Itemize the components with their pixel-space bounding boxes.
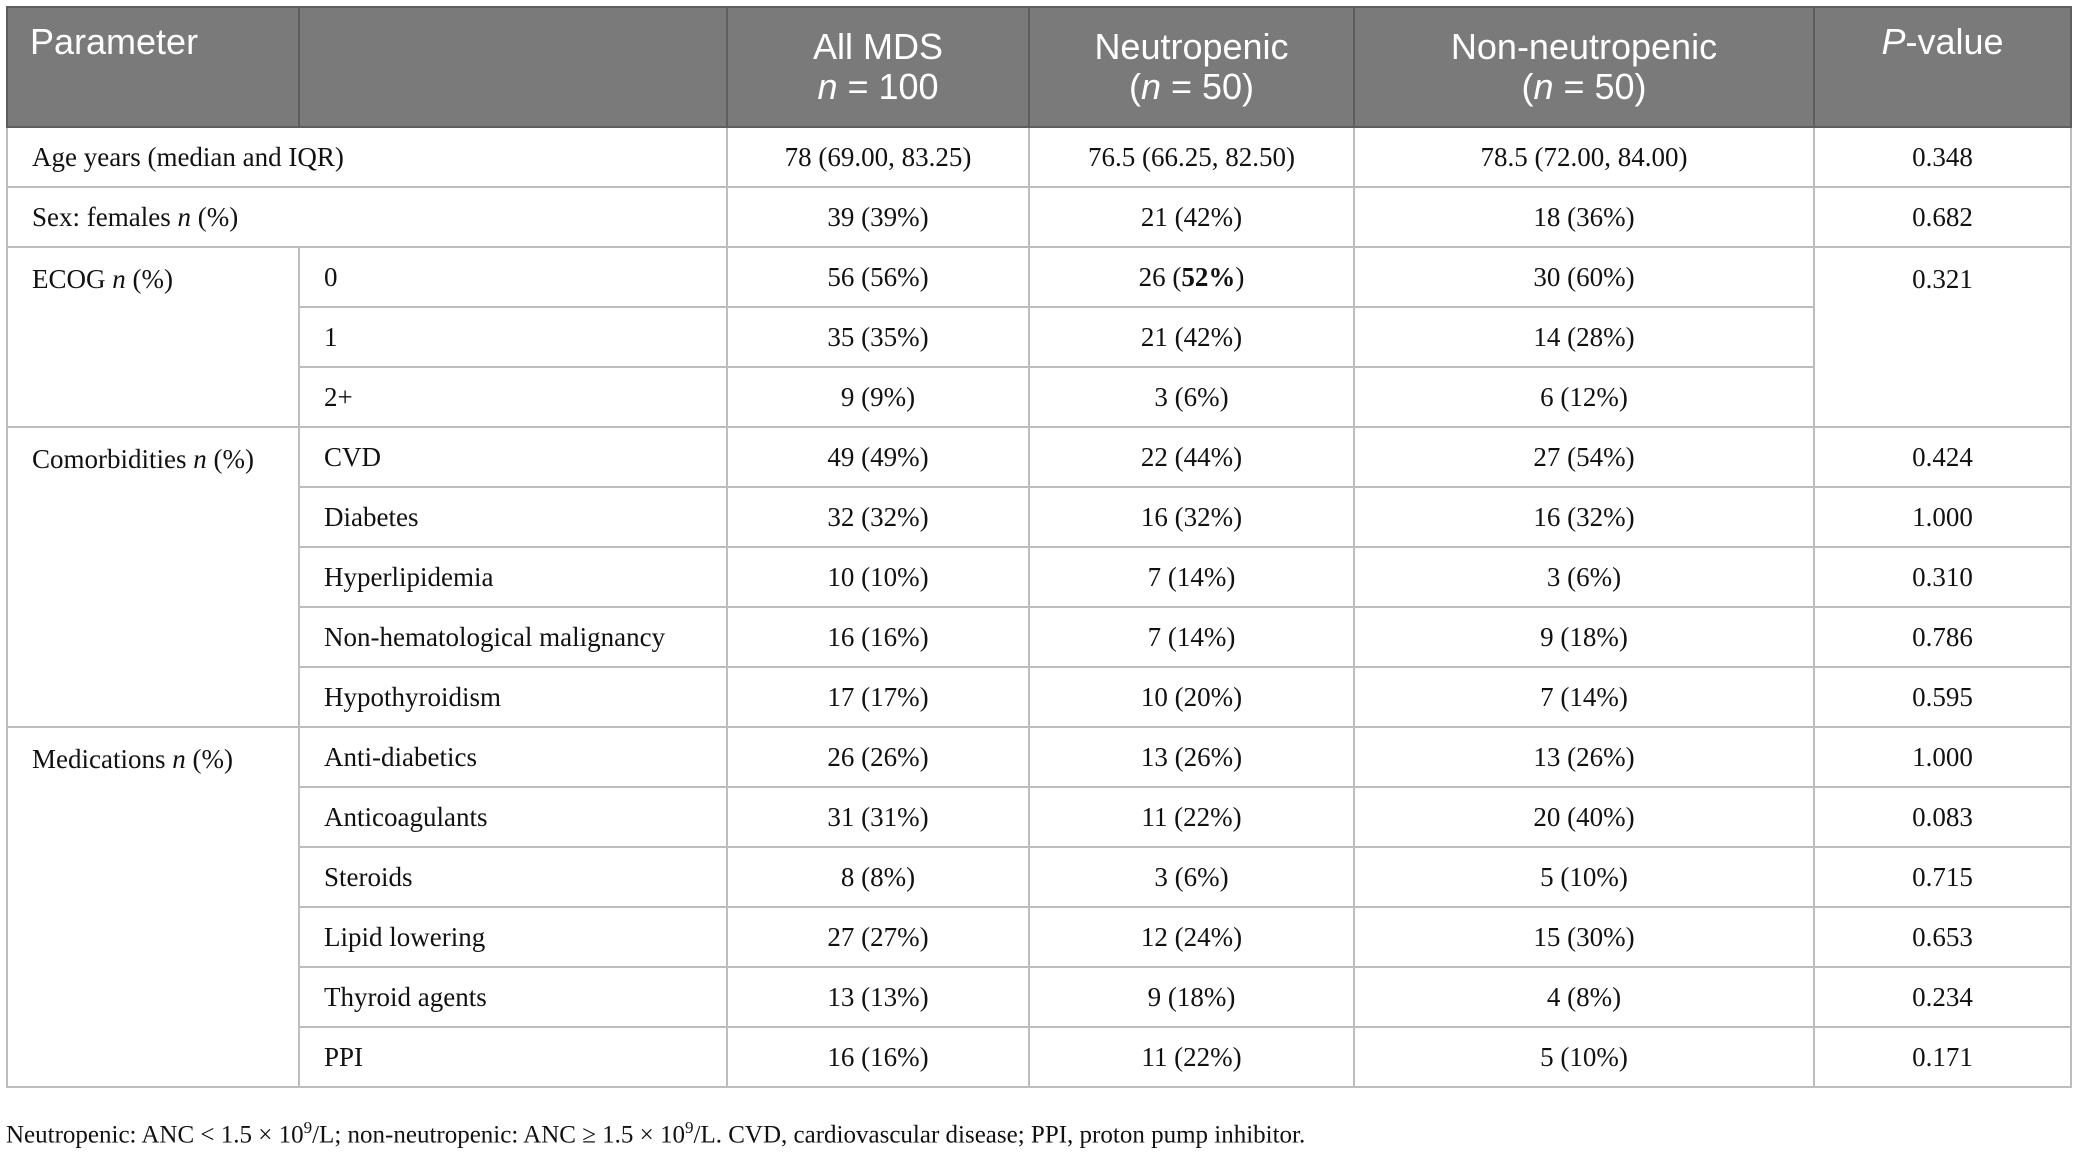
med-neutropenic: 9 (18%) xyxy=(1029,967,1354,1027)
med-all: 31 (31%) xyxy=(727,787,1029,847)
ecog-label xyxy=(7,247,299,427)
medications-label-text: Medications xyxy=(32,744,173,774)
table-row-age xyxy=(7,127,2071,187)
header-all-mds-title: All MDS xyxy=(812,26,943,67)
ecog-2-non-neutropenic: 6 (12%) xyxy=(1354,367,1814,427)
medications-label-n: n xyxy=(172,744,186,774)
med-neutropenic: 11 (22%) xyxy=(1029,1027,1354,1087)
med-neutropenic: 13 (26%) xyxy=(1029,727,1354,787)
table-row-med-3 xyxy=(7,907,2071,967)
med-all: 27 (27%) xyxy=(727,907,1029,967)
med-non-neutropenic: 5 (10%) xyxy=(1354,1027,1814,1087)
table-row-comorb-3 xyxy=(7,607,2071,667)
header-p-rest: -value xyxy=(1905,21,2004,62)
header-all-mds xyxy=(727,7,1029,127)
table-row-comorb-2 xyxy=(7,547,2071,607)
age-all: 78 (69.00, 83.25) xyxy=(727,127,1029,187)
header-non-neutropenic-n: n xyxy=(1533,66,1554,107)
footnote-sup2: 9 xyxy=(685,1118,694,1137)
footnote-part3: /L. CVD, cardiovascular disease; PPI, proton pump inhibitor. xyxy=(693,1121,1306,1149)
table-row-comorb-4 xyxy=(7,667,2071,727)
table-row-comorb-0 xyxy=(7,427,2071,487)
header-neutropenic-title: Neutropenic xyxy=(1094,26,1289,67)
comorb-sub: Non-hematological malignancy xyxy=(299,607,727,667)
ecog-2-neutropenic: 3 (6%) xyxy=(1029,367,1354,427)
ecog-2-all: 9 (9%) xyxy=(727,367,1029,427)
comorb-all: 17 (17%) xyxy=(727,667,1029,727)
comorb-sub: Hypothyroidism xyxy=(299,667,727,727)
sex-label-pct: (%) xyxy=(190,201,239,232)
sex-label-n: n xyxy=(177,201,191,232)
med-sub: Thyroid agents xyxy=(299,967,727,1027)
footnote-part2: /L; non-neutropenic: ANC ≥ 1.5 × 10 xyxy=(312,1121,686,1149)
med-all: 8 (8%) xyxy=(727,847,1029,907)
footnote-part1: Neutropenic: ANC < 1.5 × 10 xyxy=(6,1121,304,1149)
comorb-neutropenic: 22 (44%) xyxy=(1029,427,1354,487)
comorb-neutropenic: 7 (14%) xyxy=(1029,547,1354,607)
ecog-sub-2: 2+ xyxy=(299,367,727,427)
ecog-0-neu-bold: 52% xyxy=(1181,261,1236,292)
comorb-non-neutropenic: 3 (6%) xyxy=(1354,547,1814,607)
table-container xyxy=(6,6,2070,1088)
table-row-med-2 xyxy=(7,847,2071,907)
med-neutropenic: 11 (22%) xyxy=(1029,787,1354,847)
table-row-med-4 xyxy=(7,967,2071,1027)
table-row-med-5 xyxy=(7,1027,2071,1087)
med-all: 16 (16%) xyxy=(727,1027,1029,1087)
table-row-med-1 xyxy=(7,787,2071,847)
header-parameter: Parameter xyxy=(7,7,299,127)
comorb-non-neutropenic: 9 (18%) xyxy=(1354,607,1814,667)
med-p-value: 1.000 xyxy=(1814,727,2071,787)
age-p-value: 0.348 xyxy=(1814,127,2071,187)
ecog-p-value: 0.321 xyxy=(1814,247,2071,427)
ecog-1-neutropenic: 21 (42%) xyxy=(1029,307,1354,367)
header-non-neutropenic-count: = 50) xyxy=(1553,66,1647,107)
ecog-0-neutropenic xyxy=(1029,247,1354,307)
comorb-sub: Diabetes xyxy=(299,487,727,547)
ecog-0-non-neutropenic: 30 (60%) xyxy=(1354,247,1814,307)
med-sub: Steroids xyxy=(299,847,727,907)
comorb-sub: CVD xyxy=(299,427,727,487)
comorb-non-neutropenic: 27 (54%) xyxy=(1354,427,1814,487)
comorb-non-neutropenic: 16 (32%) xyxy=(1354,487,1814,547)
med-non-neutropenic: 5 (10%) xyxy=(1354,847,1814,907)
comorb-p-value: 0.310 xyxy=(1814,547,2071,607)
ecog-label-n: n xyxy=(112,264,126,294)
med-neutropenic: 3 (6%) xyxy=(1029,847,1354,907)
med-p-value: 0.234 xyxy=(1814,967,2071,1027)
ecog-0-neu-pre: 26 ( xyxy=(1138,261,1182,292)
comorb-neutropenic: 10 (20%) xyxy=(1029,667,1354,727)
med-all: 13 (13%) xyxy=(727,967,1029,1027)
med-non-neutropenic: 15 (30%) xyxy=(1354,907,1814,967)
comorb-p-value: 0.424 xyxy=(1814,427,2071,487)
ecog-label-pct: (%) xyxy=(125,264,173,294)
table-footnote xyxy=(6,1118,1305,1149)
med-sub: PPI xyxy=(299,1027,727,1087)
header-non-neutropenic-paren: ( xyxy=(1521,66,1534,107)
header-row xyxy=(7,7,2071,127)
header-neutropenic-n: n xyxy=(1140,66,1161,107)
comorbidities-label-text: Comorbidities xyxy=(32,444,194,474)
table-row-med-0 xyxy=(7,727,2071,787)
med-all: 26 (26%) xyxy=(727,727,1029,787)
age-non-neutropenic: 78.5 (72.00, 84.00) xyxy=(1354,127,1814,187)
comorbidities-label xyxy=(7,427,299,727)
header-non-neutropenic-title: Non-neutropenic xyxy=(1450,26,1718,67)
comorb-p-value: 0.786 xyxy=(1814,607,2071,667)
med-p-value: 0.171 xyxy=(1814,1027,2071,1087)
table-row-sex xyxy=(7,187,2071,247)
header-all-mds-count: = 100 xyxy=(837,66,939,107)
med-p-value: 0.083 xyxy=(1814,787,2071,847)
medications-label xyxy=(7,727,299,1087)
ecog-1-all: 35 (35%) xyxy=(727,307,1029,367)
comorb-non-neutropenic: 7 (14%) xyxy=(1354,667,1814,727)
header-neutropenic xyxy=(1029,7,1354,127)
table-row-ecog-0 xyxy=(7,247,2071,307)
table-row-comorb-1 xyxy=(7,487,2071,547)
ecog-0-all: 56 (56%) xyxy=(727,247,1029,307)
comorb-p-value: 0.595 xyxy=(1814,667,2071,727)
med-non-neutropenic: 13 (26%) xyxy=(1354,727,1814,787)
comorb-sub: Hyperlipidemia xyxy=(299,547,727,607)
sex-non-neutropenic: 18 (36%) xyxy=(1354,187,1814,247)
header-neutropenic-paren: ( xyxy=(1128,66,1141,107)
sex-label-text: Sex: females xyxy=(32,201,178,232)
header-non-neutropenic xyxy=(1354,7,1814,127)
sex-label xyxy=(7,187,727,247)
header-p-value xyxy=(1814,7,2071,127)
medications-label-pct: (%) xyxy=(185,744,233,774)
comorb-all: 32 (32%) xyxy=(727,487,1029,547)
med-non-neutropenic: 4 (8%) xyxy=(1354,967,1814,1027)
age-neutropenic: 76.5 (66.25, 82.50) xyxy=(1029,127,1354,187)
med-neutropenic: 12 (24%) xyxy=(1029,907,1354,967)
comorb-all: 10 (10%) xyxy=(727,547,1029,607)
med-p-value: 0.715 xyxy=(1814,847,2071,907)
ecog-0-neu-post: ) xyxy=(1235,261,1245,292)
ecog-label-text: ECOG xyxy=(32,264,113,294)
comorb-neutropenic: 16 (32%) xyxy=(1029,487,1354,547)
comorb-all: 16 (16%) xyxy=(727,607,1029,667)
comorbidities-label-n: n xyxy=(193,444,207,474)
age-label: Age years (median and IQR) xyxy=(7,127,727,187)
comorb-p-value: 1.000 xyxy=(1814,487,2071,547)
footnote-sup1: 9 xyxy=(303,1118,313,1137)
med-p-value: 0.653 xyxy=(1814,907,2071,967)
ecog-sub-0: 0 xyxy=(299,247,727,307)
header-p-italic: P xyxy=(1881,21,1906,62)
med-non-neutropenic: 20 (40%) xyxy=(1354,787,1814,847)
comorb-neutropenic: 7 (14%) xyxy=(1029,607,1354,667)
comorbidities-label-pct: (%) xyxy=(206,444,254,474)
table-row-ecog-1 xyxy=(7,307,2071,367)
med-sub: Anticoagulants xyxy=(299,787,727,847)
header-all-mds-n: n xyxy=(817,66,838,107)
sex-neutropenic: 21 (42%) xyxy=(1029,187,1354,247)
ecog-sub-1: 1 xyxy=(299,307,727,367)
patient-characteristics-table xyxy=(6,6,2072,1088)
med-sub: Anti-diabetics xyxy=(299,727,727,787)
table-row-ecog-2 xyxy=(7,367,2071,427)
ecog-1-non-neutropenic: 14 (28%) xyxy=(1354,307,1814,367)
med-sub: Lipid lowering xyxy=(299,907,727,967)
header-blank xyxy=(299,7,727,127)
comorb-all: 49 (49%) xyxy=(727,427,1029,487)
sex-all: 39 (39%) xyxy=(727,187,1029,247)
sex-p-value: 0.682 xyxy=(1814,187,2071,247)
header-neutropenic-count: = 50) xyxy=(1160,66,1255,107)
